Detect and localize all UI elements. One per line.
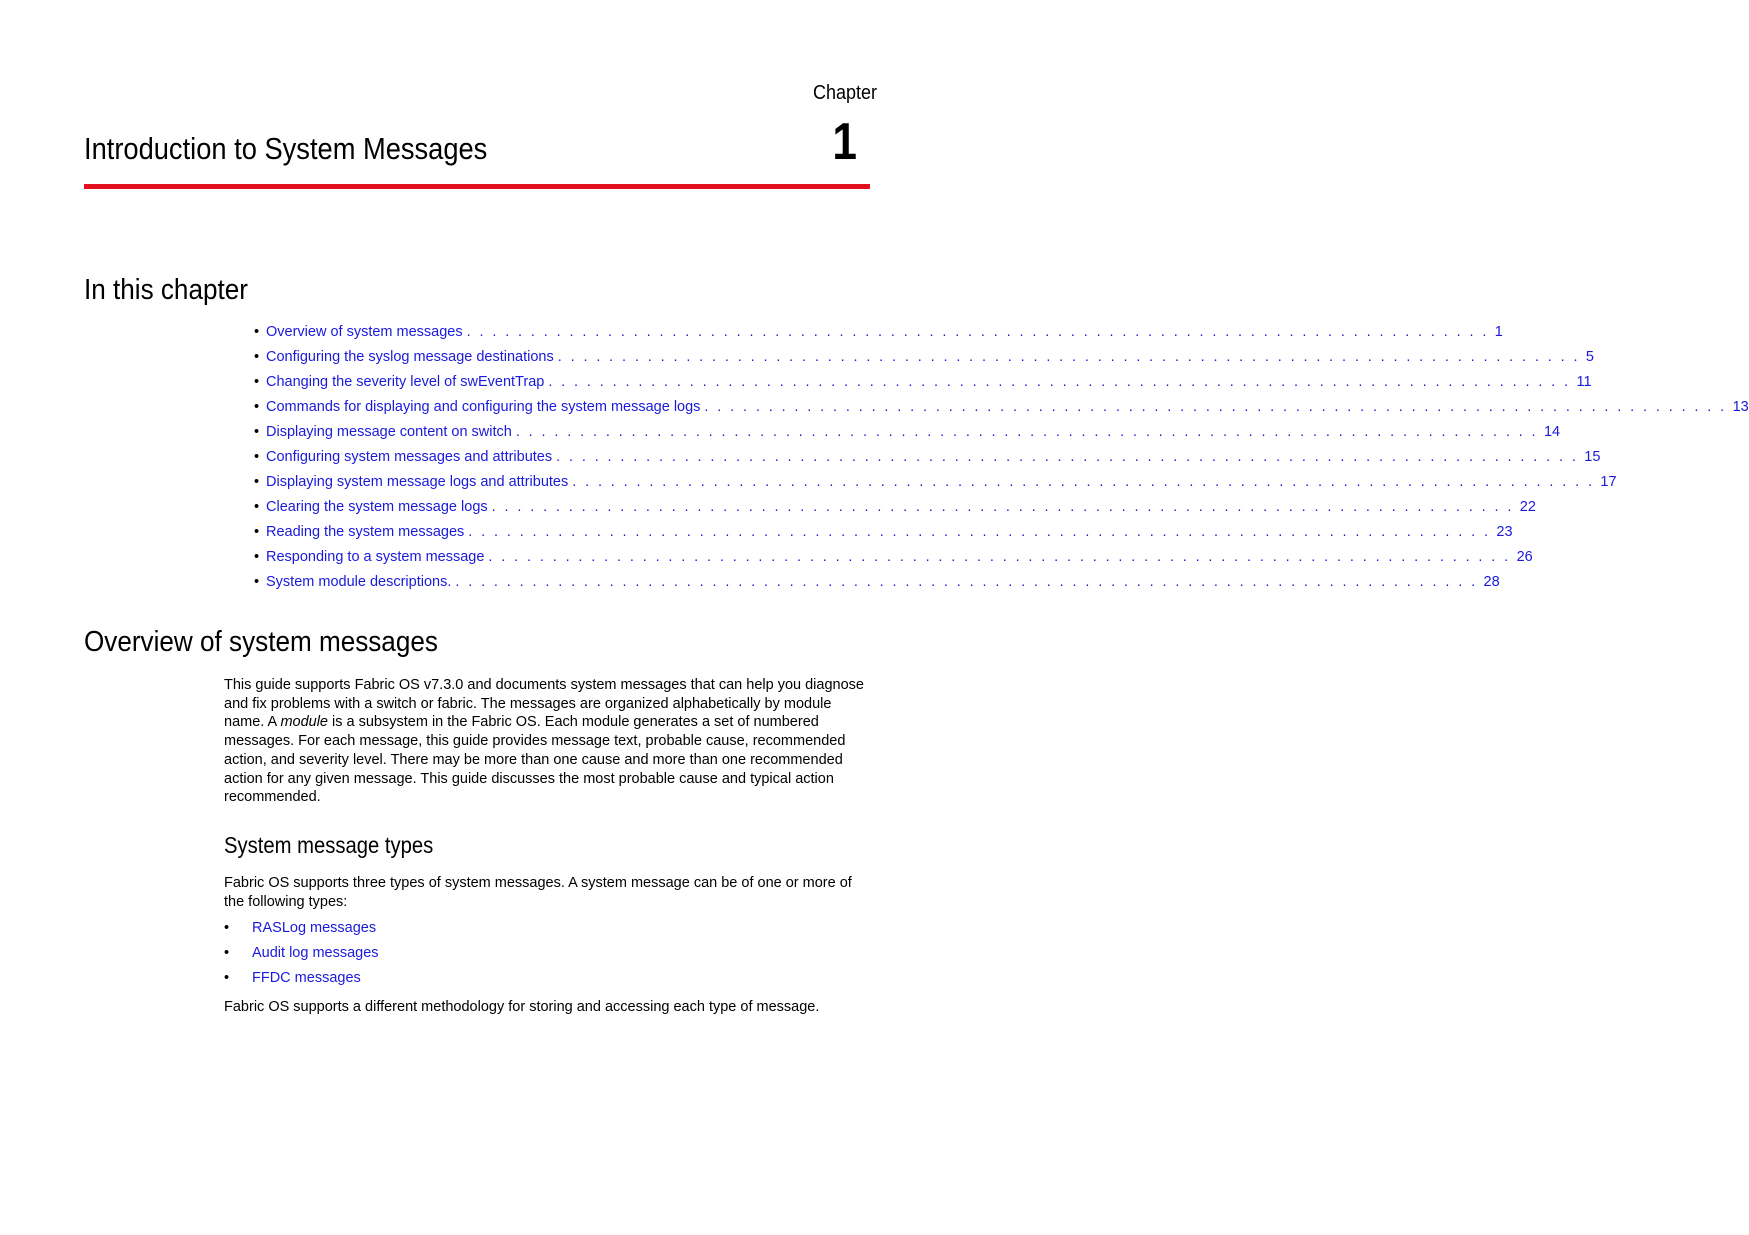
toc-entry[interactable]	[254, 546, 1533, 571]
toc-entry[interactable]	[254, 521, 1513, 546]
bullet-icon: •	[224, 945, 230, 961]
toc-entry-title[interactable]: Displaying system message logs and attributes	[266, 474, 569, 490]
bullet-icon: •	[254, 574, 260, 590]
toc-leader: . . . . . . . . . . . . . . . . . . . . . . . . . . . . . . . . . . . . . . . . . . . . . . . . . . . . . . . . . . . . . . . . . . . . . . . . . . . . . . . .	[704, 399, 1727, 415]
toc-entry-page[interactable]: 17	[1600, 474, 1617, 490]
list-item[interactable]	[224, 917, 379, 942]
toc-entry-page[interactable]: 26	[1516, 549, 1533, 565]
audit-log-messages-link[interactable]: Audit log messages	[252, 945, 379, 961]
toc-entry[interactable]	[254, 496, 1536, 521]
toc-entry-title[interactable]: Configuring system messages and attributes	[266, 449, 553, 465]
toc-entry-page[interactable]: 1	[1494, 324, 1503, 340]
overview-heading: Overview of system messages	[84, 626, 438, 658]
bullet-icon: •	[254, 474, 260, 490]
toc-leader: . . . . . . . . . . . . . . . . . . . . . . . . . . . . . . . . . . . . . . . . . . . . . . . . . . . . . . . . . . . . . . . . . . . . . . . . . . . . . . . .	[548, 374, 1571, 390]
toc-entry-title[interactable]: Changing the severity level of swEventTrap	[266, 374, 545, 390]
toc-leader: . . . . . . . . . . . . . . . . . . . . . . . . . . . . . . . . . . . . . . . . . . . . . . . . . . . . . . . . . . . . . . . . . . . . . . . . . . . . . . . .	[455, 574, 1478, 590]
bullet-icon: •	[254, 549, 260, 565]
toc-entry-page[interactable]: 11	[1576, 374, 1592, 390]
toc-entry-page[interactable]: 28	[1483, 574, 1500, 590]
toc-leader: . . . . . . . . . . . . . . . . . . . . . . . . . . . . . . . . . . . . . . . . . . . . . . . . . . . . . . . . . . . . . . . . . . . . . . . . . . . . . . . .	[572, 474, 1595, 490]
toc-entry[interactable]	[254, 421, 1561, 446]
toc-entry[interactable]	[254, 571, 1500, 596]
toc-leader: . . . . . . . . . . . . . . . . . . . . . . . . . . . . . . . . . . . . . . . . . . . . . . . . . . . . . . . . . . . . . . . . . . . . . . . . . . . . . . . .	[515, 424, 1538, 440]
toc-entry-page[interactable]: 15	[1584, 449, 1601, 465]
toc-entry-title[interactable]: Reading the system messages	[266, 524, 465, 540]
overview-text-part2: is a subsystem in the Fabric OS. Each module generates a set of numbered messages. For each message, this guide provides message text, probable cause, recommended action, and severity level. There may be more than one cause and more than one recommended action for any given message. This guide discusses the most probable cause and typical action recommended.	[224, 714, 846, 806]
toc-entry-page[interactable]: 22	[1519, 499, 1536, 515]
list-item[interactable]	[224, 967, 379, 992]
overview-paragraph	[224, 676, 872, 807]
ffdc-messages-link[interactable]: FFDC messages	[252, 970, 361, 986]
module-term: module	[280, 714, 328, 731]
toc-entry-title[interactable]: Overview of system messages	[266, 324, 463, 340]
toc-entry-title[interactable]: Responding to a system message	[266, 549, 485, 565]
toc-entry-title[interactable]: Configuring the syslog message destinations	[266, 349, 554, 365]
toc-entry-title[interactable]: System module descriptions.	[266, 574, 452, 590]
list-item[interactable]	[224, 942, 379, 967]
toc-leader: . . . . . . . . . . . . . . . . . . . . . . . . . . . . . . . . . . . . . . . . . . . . . . . . . . . . . . . . . . . . . . . . . . . . . . . . . . . . . . . .	[556, 449, 1579, 465]
chapter-number: 1	[832, 113, 857, 171]
toc-entry[interactable]	[254, 396, 1749, 421]
bullet-icon: •	[224, 970, 230, 986]
chapter-title: Introduction to System Messages	[84, 131, 488, 166]
bullet-icon: •	[254, 324, 260, 340]
toc-entry[interactable]	[254, 471, 1617, 496]
message-types-closing: Fabric OS supports a different methodology for storing and accessing each type of message.	[224, 999, 820, 1015]
toc-entry[interactable]	[254, 321, 1503, 346]
chapter-toc	[254, 321, 1749, 596]
message-types-intro: Fabric OS supports three types of system messages. A system message can be of one or more of the following types:	[224, 875, 852, 910]
toc-entry[interactable]	[254, 346, 1594, 371]
message-types-heading: System message types	[224, 832, 434, 858]
bullet-icon: •	[254, 399, 260, 415]
toc-entry-page[interactable]: 23	[1496, 524, 1513, 540]
bullet-icon: •	[254, 449, 260, 465]
message-types-list	[224, 917, 379, 992]
toc-entry-title[interactable]: Clearing the system message logs	[266, 499, 488, 515]
bullet-icon: •	[254, 349, 260, 365]
toc-leader: . . . . . . . . . . . . . . . . . . . . . . . . . . . . . . . . . . . . . . . . . . . . . . . . . . . . . . . . . . . . . . . . . . . . . . . . . . . . . . . .	[468, 524, 1491, 540]
in-this-chapter-heading: In this chapter	[84, 274, 248, 306]
chapter-title-rule	[84, 184, 870, 189]
toc-entry-title[interactable]: Commands for displaying and configuring the system message logs	[266, 399, 701, 415]
toc-entry[interactable]	[254, 371, 1592, 396]
bullet-icon: •	[254, 499, 260, 515]
overview-text-part1: This guide supports Fabric OS v7.3.0 and documents system messages that can help you diagnose and fix problems with a switch or fabric. The messages are organized alphabetically by module name. A	[224, 677, 864, 731]
toc-entry-page[interactable]: 5	[1585, 349, 1594, 365]
bullet-icon: •	[254, 524, 260, 540]
toc-leader: . . . . . . . . . . . . . . . . . . . . . . . . . . . . . . . . . . . . . . . . . . . . . . . . . . . . . . . . . . . . . . . . . . . . . . . . . . . . . . . .	[466, 324, 1489, 340]
toc-entry-title[interactable]: Displaying message content on switch	[266, 424, 512, 440]
bullet-icon: •	[254, 424, 260, 440]
toc-entry-page[interactable]: 14	[1543, 424, 1561, 440]
bullet-icon: •	[254, 374, 260, 390]
toc-leader: . . . . . . . . . . . . . . . . . . . . . . . . . . . . . . . . . . . . . . . . . . . . . . . . . . . . . . . . . . . . . . . . . . . . . . . . . . . . . . . .	[488, 549, 1511, 565]
toc-leader: . . . . . . . . . . . . . . . . . . . . . . . . . . . . . . . . . . . . . . . . . . . . . . . . . . . . . . . . . . . . . . . . . . . . . . . . . . . . . . . .	[557, 349, 1580, 365]
bullet-icon: •	[224, 920, 230, 936]
chapter-label: Chapter	[812, 82, 877, 104]
toc-entry-page[interactable]: 13	[1732, 399, 1749, 415]
toc-entry[interactable]	[254, 446, 1601, 471]
toc-leader: . . . . . . . . . . . . . . . . . . . . . . . . . . . . . . . . . . . . . . . . . . . . . . . . . . . . . . . . . . . . . . . . . . . . . . . . . . . . . . . .	[491, 499, 1514, 515]
raslog-messages-link[interactable]: RASLog messages	[252, 920, 377, 936]
